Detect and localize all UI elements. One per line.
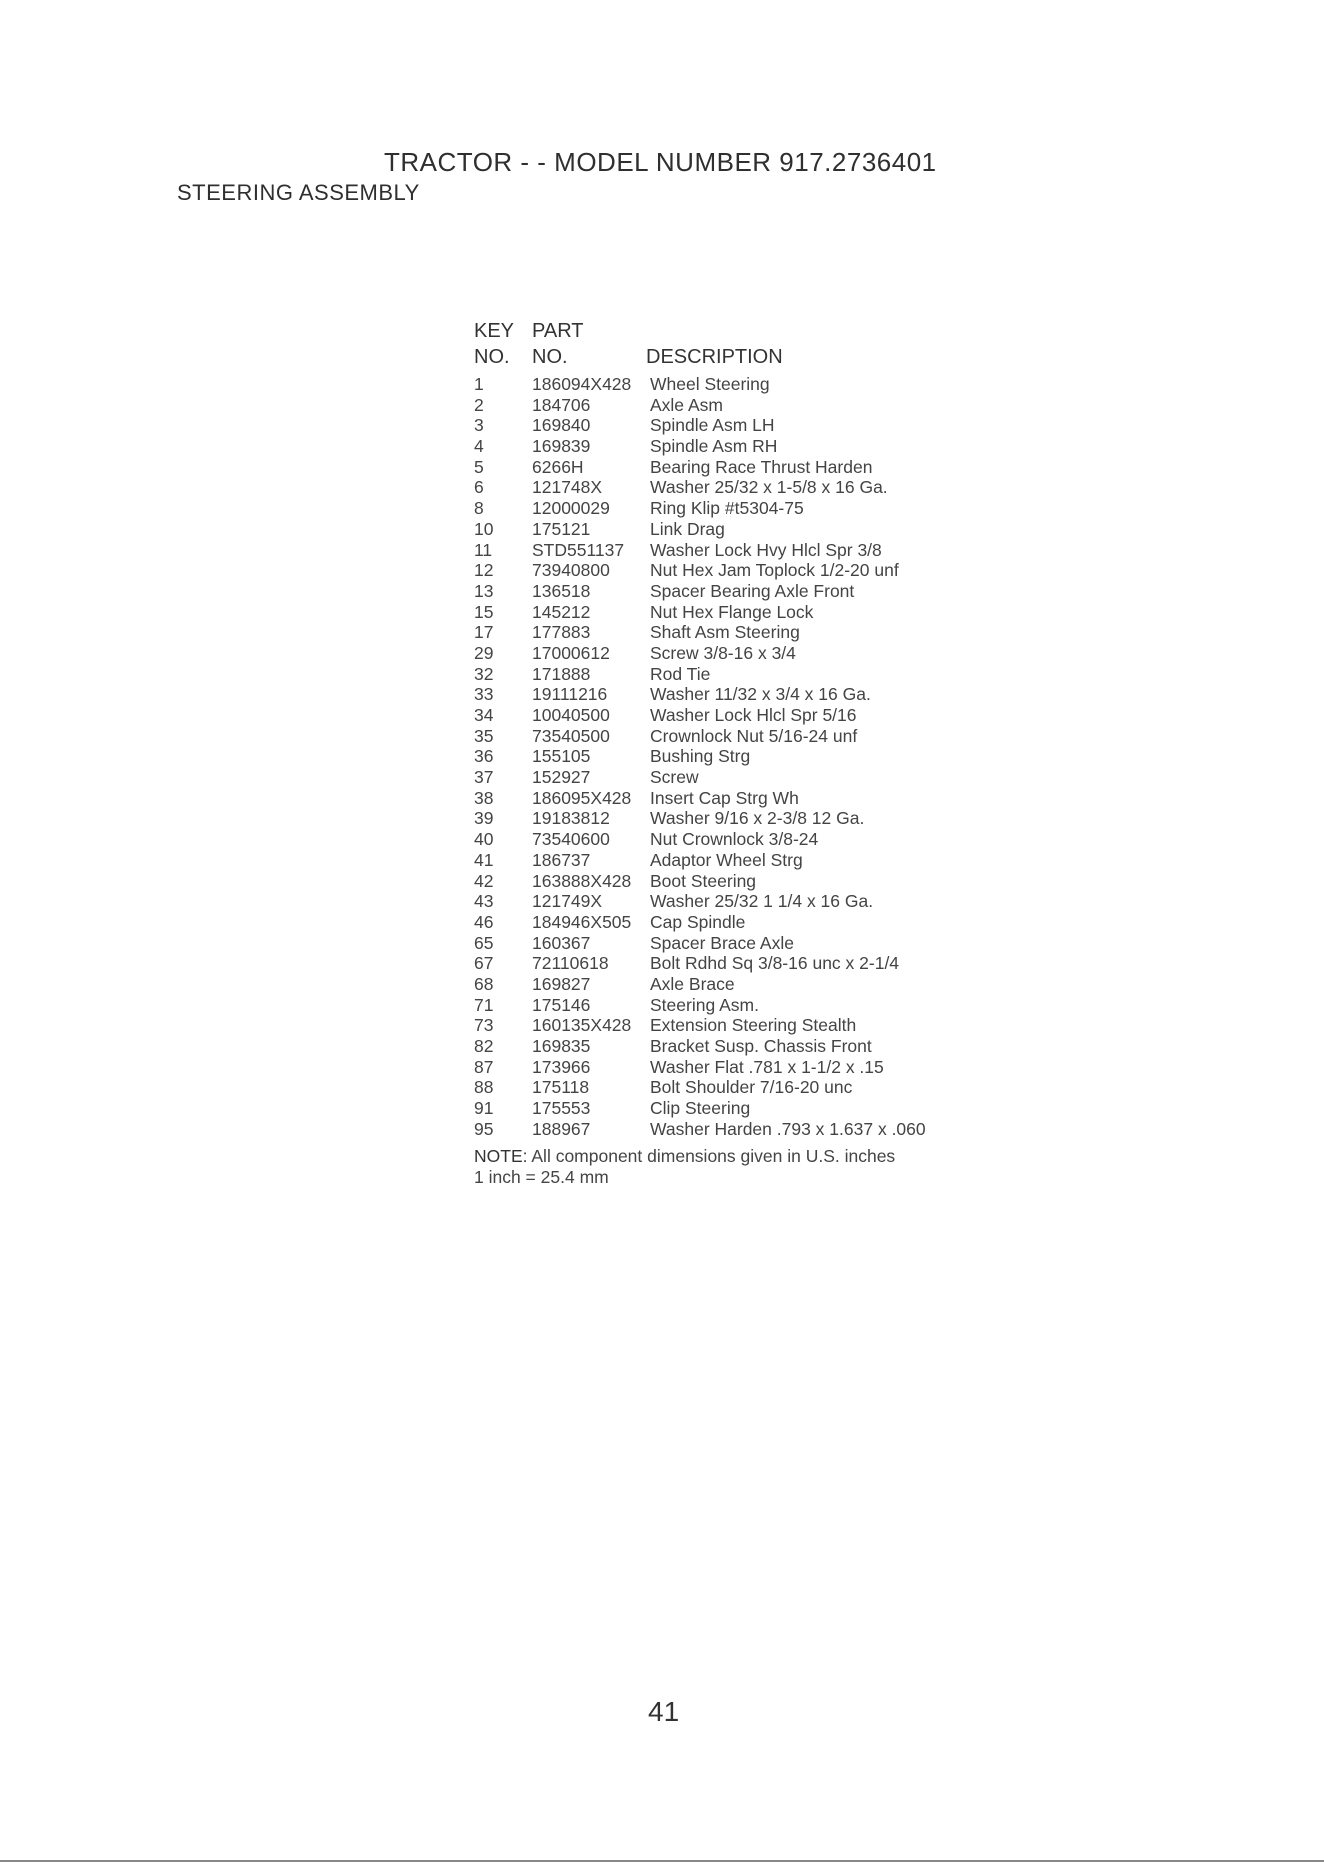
table-row <box>474 519 1014 540</box>
table-row <box>474 891 1014 912</box>
row-description: Screw 3/8-16 x 3/4 <box>650 642 796 663</box>
row-key: 34 <box>474 705 494 725</box>
note-conversion: 1 inch = 25.4 mm <box>474 1167 609 1187</box>
row-part-number: 163888X428 <box>532 870 632 891</box>
row-part-number: 160367 <box>532 932 591 953</box>
row-part-number: 136518 <box>532 580 591 601</box>
table-row <box>474 457 1014 478</box>
row-part-number: 10040500 <box>532 705 610 725</box>
row-key: 2 <box>474 394 484 415</box>
row-part-number: 184946X505 <box>532 911 632 932</box>
row-description: Nut Crownlock 3/8-24 <box>650 829 819 850</box>
row-description: Crownlock Nut 5/16-24 unf <box>650 725 858 746</box>
page-number: 41 <box>648 1696 680 1727</box>
parts-rows <box>474 374 1014 1139</box>
row-key: 42 <box>474 870 494 891</box>
row-part-number: 184706 <box>532 394 591 415</box>
row-key: 39 <box>474 808 494 829</box>
table-row <box>474 767 1014 788</box>
row-part-number: 171888 <box>532 663 591 684</box>
row-key: 33 <box>474 684 494 705</box>
row-part-number: 186095X428 <box>532 787 632 808</box>
table-row <box>474 1057 1014 1078</box>
table-row <box>474 953 1014 974</box>
row-key: 41 <box>474 849 494 870</box>
table-row <box>474 1077 1014 1098</box>
row-key: 73 <box>474 1015 494 1036</box>
bottom-rule <box>0 1860 1324 1862</box>
table-row <box>474 912 1014 933</box>
row-key: 5 <box>474 456 484 477</box>
row-key: 95 <box>474 1118 494 1139</box>
row-part-number: 160135X428 <box>532 1015 632 1036</box>
note-text: All component dimensions given in U.S. inches <box>527 1146 896 1166</box>
table-row <box>474 622 1014 643</box>
row-key: 37 <box>474 767 494 788</box>
row-description: Washer 25/32 x 1-5/8 x 16 Ga. <box>650 477 888 498</box>
table-row <box>474 581 1014 602</box>
section-title: STEERING ASSEMBLY <box>177 180 420 205</box>
row-key: 65 <box>474 932 494 953</box>
table-row <box>474 560 1014 581</box>
table-row <box>474 871 1014 892</box>
row-key: 15 <box>474 601 494 622</box>
table-row <box>474 726 1014 747</box>
table-row <box>474 374 1014 395</box>
row-description: Washer Harden .793 x 1.637 x .060 <box>650 1118 926 1139</box>
note <box>474 1146 895 1188</box>
table-row <box>474 808 1014 829</box>
table-row <box>474 477 1014 498</box>
row-key: 17 <box>474 622 494 643</box>
row-description: Cap Spindle <box>650 911 746 932</box>
row-part-number: 169835 <box>532 1036 591 1056</box>
row-key: 10 <box>474 518 494 539</box>
row-key: 13 <box>474 580 494 601</box>
row-part-number: 169840 <box>532 415 591 436</box>
note-label: NOTE: <box>474 1146 528 1166</box>
row-part-number: 19183812 <box>532 808 610 829</box>
table-row <box>474 974 1014 995</box>
table-row <box>474 540 1014 561</box>
row-description: Extension Steering Stealth <box>650 1015 857 1036</box>
row-part-number: 17000612 <box>532 642 610 663</box>
row-part-number: 188967 <box>532 1118 591 1139</box>
table-row <box>474 395 1014 416</box>
row-part-number: 121749X <box>532 891 603 912</box>
row-description: Bolt Shoulder 7/16-20 unc <box>650 1077 853 1098</box>
row-part-number: 152927 <box>532 767 591 788</box>
table-row <box>474 746 1014 767</box>
row-key: 88 <box>474 1077 494 1098</box>
row-part-number: 12000029 <box>532 498 610 519</box>
table-row <box>474 643 1014 664</box>
row-description: Shaft Asm Steering <box>650 622 800 643</box>
row-description: Spacer Bearing Axle Front <box>650 580 855 601</box>
row-description: Axle Asm <box>650 394 723 415</box>
row-description: Washer 9/16 x 2-3/8 12 Ga. <box>650 808 865 829</box>
row-description: Washer Lock Hvy Hlcl Spr 3/8 <box>650 539 882 560</box>
row-description: Washer Lock Hlcl Spr 5/16 <box>650 705 857 725</box>
row-description: Screw <box>650 767 699 788</box>
table-row <box>474 602 1014 623</box>
row-description: Axle Brace <box>650 973 735 994</box>
row-key: 6 <box>474 477 484 498</box>
row-part-number: 186737 <box>532 849 591 870</box>
table-row <box>474 995 1014 1016</box>
row-key: 29 <box>474 642 494 663</box>
row-key: 43 <box>474 891 494 912</box>
row-description: Ring Klip #t5304-75 <box>650 498 804 519</box>
row-description: Spindle Asm RH <box>650 436 778 457</box>
table-row <box>474 705 1014 726</box>
row-part-number: 155105 <box>532 746 591 767</box>
row-key: 71 <box>474 994 494 1015</box>
row-part-number: 169827 <box>532 973 591 994</box>
row-key: 11 <box>474 539 493 560</box>
row-key: 3 <box>474 415 484 436</box>
row-description: Bearing Race Thrust Harden <box>650 456 873 477</box>
row-part-number: 175146 <box>532 994 591 1015</box>
row-description: Washer 11/32 x 3/4 x 16 Ga. <box>650 684 871 705</box>
row-description: Bracket Susp. Chassis Front <box>650 1036 872 1056</box>
row-key: 38 <box>474 787 494 808</box>
row-key: 35 <box>474 725 494 746</box>
row-part-number: 175118 <box>532 1077 590 1098</box>
row-description: Adaptor Wheel Strg <box>650 849 803 870</box>
row-key: 46 <box>474 911 494 932</box>
row-description: Wheel Steering <box>650 374 770 394</box>
row-description: Boot Steering <box>650 870 757 891</box>
row-key: 87 <box>474 1056 494 1077</box>
note-line <box>474 1146 895 1167</box>
row-key: 40 <box>474 829 494 850</box>
table-row <box>474 664 1014 685</box>
row-description: Washer Flat .781 x 1-1/2 x .15 <box>650 1056 884 1077</box>
row-key: 12 <box>474 560 494 581</box>
parts-list <box>474 320 1014 1139</box>
row-part-number: 175121 <box>532 518 591 539</box>
table-row <box>474 1098 1014 1119</box>
row-description: Bushing Strg <box>650 746 751 767</box>
row-description: Washer 25/32 1 1/4 x 16 Ga. <box>650 891 874 912</box>
row-key: 91 <box>474 1098 494 1119</box>
row-part-number: STD551137 <box>532 539 625 560</box>
table-row <box>474 436 1014 457</box>
row-description: Rod Tie <box>650 663 711 684</box>
table-row <box>474 788 1014 809</box>
row-description: Clip Steering <box>650 1098 751 1119</box>
row-part-number: 73540600 <box>532 829 610 850</box>
row-part-number: 73540500 <box>532 725 610 746</box>
table-row <box>474 684 1014 705</box>
row-description: Bolt Rdhd Sq 3/8-16 unc x 2-1/4 <box>650 953 900 974</box>
row-description: Link Drag <box>650 518 725 539</box>
row-part-number: 169839 <box>532 436 591 457</box>
header-description: DESCRIPTION <box>646 346 783 368</box>
header-part-label: PART <box>532 320 584 342</box>
table-row <box>474 850 1014 871</box>
row-part-number: 72110618 <box>532 953 609 974</box>
row-description: Spindle Asm LH <box>650 415 775 436</box>
row-description: Nut Hex Flange Lock <box>650 601 814 622</box>
table-row <box>474 1036 1014 1057</box>
row-part-number: 175553 <box>532 1098 591 1119</box>
page-title: TRACTOR - - MODEL NUMBER 917.2736401 <box>384 147 937 177</box>
table-row <box>474 1015 1014 1036</box>
row-description: Nut Hex Jam Toplock 1/2-20 unf <box>650 560 899 581</box>
table-row <box>474 829 1014 850</box>
row-key: 4 <box>474 436 484 457</box>
row-part-number: 19111216 <box>532 684 608 705</box>
row-part-number: 145212 <box>532 601 591 622</box>
row-description: Steering Asm. <box>650 994 759 1015</box>
row-part-number: 173966 <box>532 1056 591 1077</box>
row-key: 68 <box>474 973 494 994</box>
row-key: 32 <box>474 663 494 684</box>
row-description: Spacer Brace Axle <box>650 932 794 953</box>
header-part-no: NO. <box>532 346 568 368</box>
table-row <box>474 415 1014 436</box>
row-part-number: 121748X <box>532 477 603 498</box>
row-key: 82 <box>474 1036 494 1056</box>
row-part-number: 186094X428 <box>532 374 632 394</box>
row-part-number: 73940800 <box>532 560 610 581</box>
table-row <box>474 1119 1014 1140</box>
header-key-no: NO. <box>474 346 510 368</box>
parts-list-header <box>474 320 1014 372</box>
table-row <box>474 933 1014 954</box>
row-key: 67 <box>474 953 494 974</box>
row-key: 1 <box>474 374 484 394</box>
header-key-label: KEY <box>474 320 515 342</box>
row-part-number: 6266H <box>532 456 584 477</box>
row-description: Insert Cap Strg Wh <box>650 787 799 808</box>
row-key: 8 <box>474 498 484 519</box>
row-key: 36 <box>474 746 494 767</box>
row-part-number: 177883 <box>532 622 591 643</box>
table-row <box>474 498 1014 519</box>
